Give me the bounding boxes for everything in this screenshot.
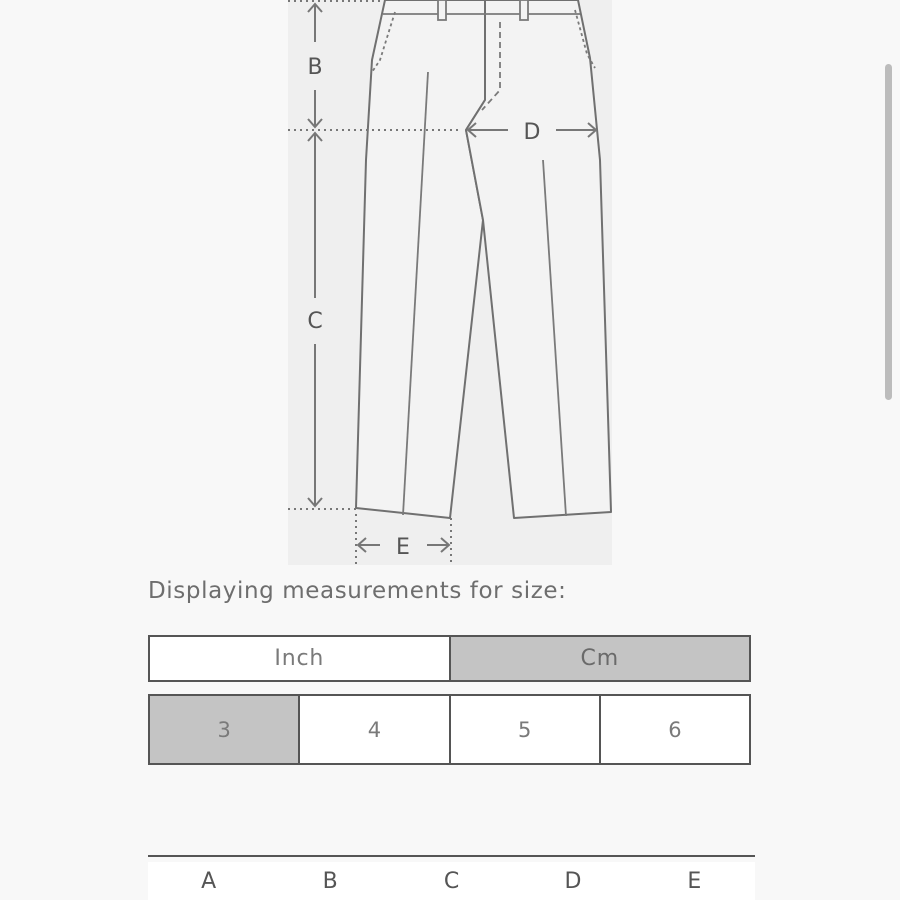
unit-toggle bbox=[148, 635, 751, 682]
label-e: E bbox=[396, 535, 410, 560]
size-caption: Displaying measurements for size: bbox=[148, 578, 567, 604]
size-option-4[interactable]: 4 bbox=[298, 696, 448, 763]
size-option-5[interactable]: 5 bbox=[449, 696, 599, 763]
unit-cm-button[interactable]: Cm bbox=[449, 637, 750, 680]
size-selector bbox=[148, 694, 751, 765]
label-b: B bbox=[307, 55, 323, 80]
column-header-e: E bbox=[687, 868, 702, 894]
measurement-table-header bbox=[148, 862, 755, 900]
column-header-b: B bbox=[322, 868, 338, 894]
size-option-6[interactable]: 6 bbox=[599, 696, 749, 763]
size-option-3[interactable]: 3 bbox=[150, 696, 298, 763]
table-top-rule bbox=[148, 855, 755, 857]
column-header-a: A bbox=[201, 868, 217, 894]
scrollbar-thumb[interactable] bbox=[885, 64, 892, 400]
column-header-d: D bbox=[564, 868, 582, 894]
label-d: D bbox=[523, 120, 541, 145]
label-c: C bbox=[307, 309, 323, 334]
column-header-c: C bbox=[443, 868, 460, 894]
unit-inch-button[interactable]: Inch bbox=[150, 637, 449, 680]
